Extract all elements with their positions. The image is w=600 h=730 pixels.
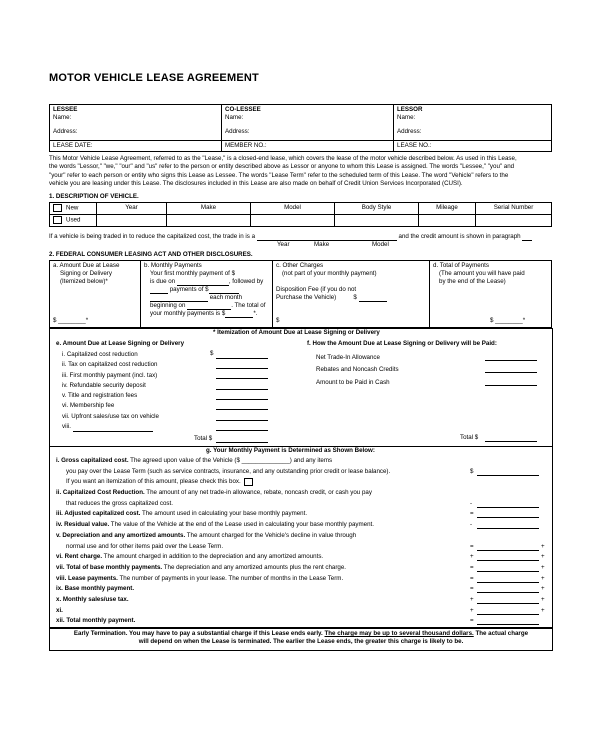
member-no-cell[interactable]: [222, 141, 394, 152]
a-dollar: $ ________*: [53, 317, 89, 324]
g-title: g. Your Monthly Payment is Determined as Shown Below:: [206, 447, 375, 454]
g-line-field[interactable]: [477, 517, 539, 518]
f-items: [316, 352, 399, 389]
e-items: [62, 350, 159, 432]
g-line-label: i. Gross capitalized cost.: [56, 457, 129, 464]
g-line-operator: =: [470, 542, 474, 550]
lessor-name-label: Name:: [397, 114, 416, 121]
g-line-field[interactable]: [477, 624, 539, 625]
c-line: Disposition Fee (if you do not: [276, 286, 357, 293]
g-line-label: vii. Total of base monthly payments.: [56, 563, 163, 571]
col-mileage-label: Mileage: [436, 204, 458, 211]
total-payments-cell[interactable]: [430, 261, 552, 328]
early-bold-1: Early Termination. You may have to pay a substantial charge if this Lease ends early.: [73, 630, 323, 637]
d-line: d. Total of Payments: [433, 262, 489, 269]
g-line-field[interactable]: [477, 592, 539, 593]
g-line-field[interactable]: [477, 528, 539, 529]
f-total-label: Total $: [460, 434, 479, 441]
g-line: [56, 563, 550, 574]
lessee-address-label: Address:: [53, 128, 78, 135]
b-line: is due on: [150, 278, 176, 285]
g-line: [56, 509, 550, 520]
g-line-field[interactable]: [477, 560, 539, 561]
trade-in-after: and the credit amount is shown in paragraph: [398, 233, 521, 240]
new-checkbox-cell[interactable]: [50, 203, 97, 215]
trade-make-label: Make: [314, 241, 330, 248]
a-line: a. Amount Due at Lease: [53, 262, 120, 269]
lease-date-cell[interactable]: [50, 141, 222, 152]
f-field-3[interactable]: [485, 385, 537, 386]
d-dollar: $ ________*: [490, 317, 526, 324]
make-input[interactable]: [167, 215, 251, 227]
e-viii-field[interactable]: [73, 431, 153, 432]
new-label: New: [66, 204, 79, 212]
g-line-label: x. Monthly sales/use tax.: [56, 595, 129, 603]
g-line-text: If you want an itemization of this amount, please check this box.: [66, 478, 241, 486]
lessor-label: LESSOR: [397, 106, 423, 113]
co-lessee-name-label: Name:: [225, 114, 244, 121]
g-line-operator: $: [470, 467, 474, 475]
intro-line: vehicle you are leasing under this Lease. The disclosures included in this Lease are also made on behalf of Credit Union Services Incorporated (CUSI).: [49, 180, 463, 188]
g-line-label: ii. Capitalized Cost Reduction.: [56, 489, 145, 497]
col-make-label: Make: [200, 204, 217, 211]
f-item: Net Trade-In Allowance: [316, 354, 380, 361]
intro-paragraph: [49, 155, 517, 189]
a-line: (Itemized below)*: [60, 278, 108, 285]
g-line-operator: =: [470, 563, 474, 571]
g-line: [56, 606, 550, 617]
col-mileage: [419, 203, 476, 215]
g-line-field[interactable]: [477, 550, 539, 551]
g-line-label: xi.: [56, 606, 63, 614]
g-line-text: The value of the Vehicle at the end of the Lease used in calculating your base monthly payment.: [109, 521, 374, 529]
col-model: [251, 203, 335, 215]
b-line: Your first monthly payment of $: [150, 270, 236, 277]
e-field-5[interactable]: [216, 399, 268, 400]
g-line-text: The number of payments in your lease. The number of months in the Lease Term.: [117, 574, 344, 582]
early-bold-2: The actual charge: [473, 630, 529, 637]
g-line-operator: =: [470, 574, 474, 582]
e-field-1[interactable]: [216, 358, 268, 359]
trade-in-line: [49, 233, 532, 241]
g-line: [56, 531, 550, 542]
b-line: . The total of: [231, 302, 266, 309]
parties-table: [49, 104, 552, 152]
vehicle-table: [49, 202, 552, 227]
lease-no-cell[interactable]: [394, 141, 552, 152]
co-lessee-address-label: Address:: [225, 128, 250, 135]
other-charges-cell[interactable]: [273, 261, 430, 328]
g-line-label: viii. Lease payments.: [56, 574, 118, 582]
e-field-7[interactable]: [216, 420, 268, 421]
col-serial-number: [476, 203, 552, 215]
co-lessee-label: CO-LESSEE: [225, 106, 261, 113]
e-field-2[interactable]: [216, 368, 268, 369]
e-item: vii. Upfront sales/use tax on vehicle: [62, 412, 159, 420]
early-termination-box: [49, 627, 553, 651]
trade-year-label: Year: [277, 241, 290, 248]
disposition-fee-field[interactable]: [359, 301, 387, 302]
g-lines: [56, 456, 550, 627]
section2-heading: 2. FEDERAL CONSUMER LEASING ACT AND OTHER DISCLOSURES.: [49, 251, 253, 258]
monthly-payments-cell[interactable]: [141, 261, 273, 328]
b-line: your monthly payments is $: [150, 310, 226, 317]
g-line: [56, 520, 550, 531]
disclosures-table: [49, 260, 552, 328]
f-item: Amount to be Paid in Cash: [316, 378, 390, 386]
g-line-field[interactable]: [477, 614, 539, 615]
col-model-label: Model: [284, 204, 301, 211]
g-line-field[interactable]: [477, 582, 539, 583]
intro-line: "your" refer to each person or entity who signs this Lease as Lessee. The words "Lease Term" refer to the scheduled term of this Lease. The word "Vehicle" refers to the: [49, 171, 509, 179]
total-monthly-field[interactable]: [225, 317, 253, 318]
g-line: [56, 499, 550, 510]
e-field-6[interactable]: [216, 409, 268, 410]
g-line-text: you pay over the Lease Term (such as service contracts, insurance, and any outstanding prior credit or lease balance).: [66, 467, 391, 475]
b-line: each month: [209, 294, 243, 301]
body-style-input[interactable]: [335, 215, 419, 227]
g-line-field[interactable]: [477, 475, 539, 476]
d-line: by the end of the Lease): [439, 278, 506, 285]
g-line-plus: +: [541, 542, 545, 550]
g-line: [56, 456, 550, 467]
g-line-text: The amount used in calculating your base monthly payment.: [140, 510, 308, 518]
lessee-name-label: Name:: [53, 114, 72, 121]
g-line: [56, 584, 550, 595]
g-line-plus: +: [541, 574, 545, 582]
g-line-operator: +: [470, 595, 474, 603]
g-line-label: xii. Total monthly payment.: [56, 617, 136, 625]
g-line-label: v. Depreciation and any amortized amounts.: [56, 531, 186, 539]
g-line-operator: +: [470, 553, 474, 561]
e-item: ii. Tax on capitalized cost reduction: [62, 361, 158, 369]
g-line-text: The agreed upon value of the Vehicle ($ ______________) and any items: [128, 457, 333, 464]
c-dollar: $: [353, 294, 357, 301]
g-line-label: iv. Residual value.: [56, 521, 110, 529]
itemization-header: * Itemization of Amount Due at Lease Signing or Delivery: [213, 329, 380, 336]
g-line-operator: =: [470, 585, 474, 593]
lessee-cell[interactable]: [50, 105, 222, 141]
g-line: [56, 595, 550, 606]
col-year: [97, 203, 167, 215]
c-line: c. Other Charges: [276, 262, 324, 269]
used-label: Used: [66, 216, 81, 224]
b-line: payments of $: [169, 286, 209, 293]
amount-due-cell[interactable]: [50, 261, 141, 328]
itemization-checkbox[interactable]: [244, 478, 253, 486]
early-line-1: [50, 630, 552, 638]
g-line-text: normal use and for other items paid over the Lease Term.: [66, 542, 224, 550]
g-line: [56, 574, 550, 585]
member-no-label: MEMBER NO.:: [225, 142, 267, 149]
trade-model-label: Model: [372, 241, 389, 248]
g-line-operator: =: [470, 510, 474, 518]
g-line-label: iii. Adjusted capitalized cost.: [56, 510, 141, 518]
e-total-field[interactable]: [216, 442, 268, 443]
used-checkbox-cell[interactable]: [50, 215, 97, 227]
e-field-3[interactable]: [216, 378, 268, 379]
b-line: beginning on: [150, 302, 186, 309]
c-line: Purchase the Vehicle): [276, 294, 337, 301]
early-line-2: will depend on when the Lease is terminated. The earlier the Lease ends, the greater this charge is likely to be.: [138, 638, 464, 646]
a-line: Signing or Delivery: [60, 270, 112, 277]
c-line: (not part of your monthly payment): [282, 270, 377, 277]
e-item: viii.: [62, 423, 71, 431]
g-line-operator: +: [470, 606, 474, 614]
mileage-input[interactable]: [419, 215, 476, 227]
lessor-address-label: Address:: [397, 128, 422, 135]
col-make: [167, 203, 251, 215]
b-title: b. Monthly Payments: [144, 262, 202, 269]
g-line-plus: +: [541, 563, 545, 571]
co-lessee-cell[interactable]: [222, 105, 394, 141]
g-line: [56, 488, 550, 499]
f-total-field[interactable]: [485, 441, 537, 442]
document-title: MOTOR VEHICLE LEASE AGREEMENT: [49, 72, 259, 84]
c-total-dollar: $: [276, 317, 280, 324]
d-line: (The amount you will have paid: [439, 270, 525, 277]
e-field-4[interactable]: [216, 389, 268, 390]
g-line-operator: -: [470, 499, 473, 507]
g-line-operator: =: [470, 617, 474, 625]
g-line: [56, 477, 550, 488]
g-line-text: The amount charged in addition to the depreciation and any amortized amounts.: [102, 553, 324, 561]
g-line-field[interactable]: [477, 603, 539, 604]
used-checkbox[interactable]: [53, 216, 62, 224]
g-line: [56, 467, 550, 478]
f-title: f. How the Amount Due at Lease Signing or Delivery will be Paid:: [307, 340, 497, 347]
trade-in-text: If a vehicle is being traded in to reduce the capitalized cost, the trade in is a: [49, 233, 256, 240]
e-field-8[interactable]: [216, 430, 268, 431]
g-line-plus: +: [541, 606, 545, 614]
col-serial-number-label: Serial Number: [493, 204, 534, 211]
serial-number-input[interactable]: [476, 215, 552, 227]
e-title: e. Amount Due at Lease Signing or Delivery: [56, 340, 185, 347]
g-line-label: vi. Rent charge.: [56, 553, 103, 561]
col-body-style: [335, 203, 419, 215]
year-input[interactable]: [97, 215, 167, 227]
lease-date-label: LEASE DATE:: [53, 142, 93, 149]
f-field-2[interactable]: [485, 372, 537, 373]
g-line-text: that reduces the gross capitalized cost.: [66, 499, 173, 507]
e-total-label: Total $: [194, 435, 213, 442]
section1-heading: 1. DESCRIPTION OF VEHICLE.: [49, 193, 139, 200]
e-item: vi. Membership fee: [62, 402, 115, 410]
g-line-label: ix. Base monthly payment.: [56, 585, 135, 593]
lessor-cell[interactable]: [394, 105, 552, 141]
model-input[interactable]: [251, 215, 335, 227]
g-line: [56, 552, 550, 563]
new-checkbox[interactable]: [53, 204, 62, 212]
early-underlined: The charge may be up to several thousand dollars.: [324, 630, 474, 637]
intro-line: This Motor Vehicle Lease Agreement, referred to as the "Lease," is a closed-end lease, which covers the lease of the motor vehicle described below. As used in this Lease,: [49, 155, 517, 162]
g-line: [56, 542, 550, 553]
g-line-text: The amount charged for the Vehicle's decline in value through: [185, 531, 357, 539]
g-line-text: The depreciation and any amortized amounts plus the rent charge.: [162, 563, 347, 571]
e-item: i. Capitalized cost reduction: [62, 351, 138, 358]
g-line-plus: +: [541, 585, 545, 593]
e-item: iii. First monthly payment (incl. tax): [62, 371, 158, 379]
intro-line: the words "Lessor," "we," "our" and "us" refer to the person or entity described above as Lessor or anyone to whom this Lease is assigned. The words "Lessee," "you" and: [49, 163, 515, 171]
b-line: , followed by: [228, 278, 264, 285]
b-line: *.: [253, 310, 258, 317]
g-line-field[interactable]: [477, 571, 539, 572]
g-line: [56, 616, 550, 627]
col-year-label: Year: [125, 204, 138, 211]
g-line-text: The amount of any net trade-in allowance, rebate, noncash credit, or cash you pay: [144, 489, 372, 497]
col-body-style-label: Body Style: [361, 204, 392, 211]
e-item: v. Title and registration fees: [62, 392, 138, 400]
e-item: iv. Refundable security deposit: [62, 381, 146, 389]
g-line-plus: +: [541, 595, 545, 603]
g-line-plus: +: [541, 553, 545, 561]
f-field-1[interactable]: [485, 360, 537, 361]
f-item: Rebates and Noncash Credits: [316, 366, 399, 374]
lease-no-label: LEASE NO.:: [397, 142, 432, 149]
trade-paragraph-field[interactable]: [522, 240, 532, 241]
lessee-label: LESSEE: [53, 106, 78, 113]
g-line-field[interactable]: [477, 507, 539, 508]
e-dollar: $: [210, 350, 214, 357]
g-line-operator: -: [470, 521, 473, 529]
